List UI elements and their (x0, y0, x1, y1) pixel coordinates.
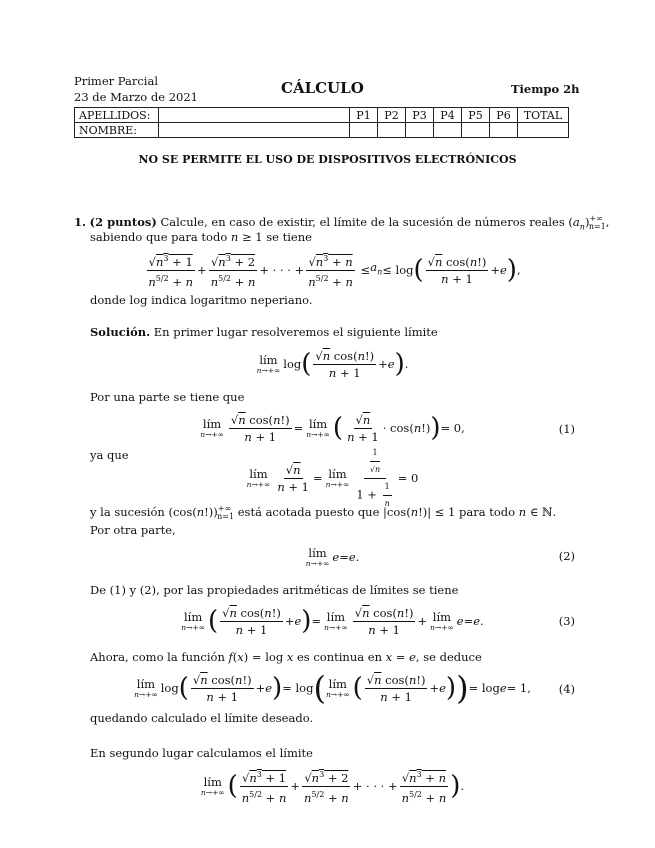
eq-number-1: (1) (558, 422, 575, 436)
solution-intro: Solución. En primer lugar resolveremos el siguiente límite (90, 325, 438, 339)
equation-2: lím n→+∞ e = e . (305, 546, 360, 568)
time-label: Tiempo 2h (511, 82, 580, 96)
grades-table (74, 107, 569, 138)
text-quedando: quedando calculado el límite deseado. (90, 711, 314, 725)
grade-col: P6 (490, 108, 518, 123)
eq-number-2: (2) (558, 549, 575, 563)
grade-col: P5 (462, 108, 490, 123)
exam-label: Primer Parcial (74, 74, 159, 88)
problem-statement-line2: sabiendo que para todo n ≥ 1 se tiene (90, 230, 312, 244)
equation-3: lím n→+∞ ( $\frac{\text{√n cos(n!)}}{n + 1}$ + e ) = lím n→+∞ $\frac{\text{√n cos(n!)}}{n + 1}$ + lím n→+∞ e = e . (181, 605, 484, 637)
text-segundo: En segundo lugar calculamos el límite (90, 746, 313, 760)
log-note: donde log indica logaritmo neperiano. (90, 293, 313, 307)
page-title: CÁLCULO (281, 79, 364, 97)
eq-number-4: (4) (558, 682, 575, 696)
apellidos-label: APELLIDOS: (75, 108, 159, 123)
grade-col: P2 (378, 108, 406, 123)
equation-bounds: $\frac{√n^3 + 1}{n^{5/2} + n}$ + $\frac{√n^3 + 2}{n^{5/2} + n}$ + · · · + $\frac{√n^3 + n}{n^{5/2} + n}$ ≤ $a_n$ ≤ log ( $\frac{\text{√n cos(n!)}}{n + 1}$ + e ) , (148, 253, 521, 289)
grade-col: P1 (350, 108, 378, 123)
problem-number: 1. (74, 214, 87, 229)
solution-label: Solución. (90, 325, 151, 339)
apellidos-field (159, 108, 350, 123)
equation-1: lím n→+∞ $\frac{\text{√n cos(n!)}}{n + 1}$ = lím n→+∞ ( $\frac{√n}{n + 1}$ · cos( n !) ) = 0, (200, 412, 465, 444)
equation-4: lím n→+∞ log ( $\frac{\text{√n cos(n!)}}{n + 1}$ + e ) = log ( lím n→+∞ ( $\frac{\text{√n cos(n!)}}{n + 1}$ + e ) ) = log e = 1, (134, 669, 531, 707)
text-de-1-y-2: De (1) y (2), por las propiedades aritméticas de límites se tiene (90, 583, 459, 597)
warning-text: NO SE PERMITE EL USO DE DISPOSITIVOS ELECTRÓNICOS (138, 153, 517, 166)
grade-col: TOTAL (518, 108, 569, 123)
equation-ya-que: lím n→+∞ $\frac{√n}{n + 1}$ = lím n→+∞ $\frac{1}{√n}$ 1 + $\frac{1}{n}$ = 0 (246, 447, 419, 508)
nombre-field (159, 123, 350, 138)
problem-points: (2 puntos) (89, 214, 157, 229)
text-ahora: Ahora, como la función f(x) = log x es continua en x = e, se deduce (90, 650, 482, 664)
grade-col: P4 (434, 108, 462, 123)
text-sucesion: y la sucesión $(\cos(n!))^{+\infty}_{n=1}$ está acotada puesto que |cos(n!)| ≤ 1 para todo n ∈ ℕ. (90, 504, 557, 522)
text-ya-que: ya que (90, 448, 129, 462)
nombre-label: NOMBRE: (75, 123, 159, 138)
grade-col: P3 (406, 108, 434, 123)
text-por-otra-parte: Por otra parte, (90, 523, 176, 537)
text-por-una-parte: Por una parte se tiene que (90, 390, 245, 404)
problem-statement-line1: 1. (2 puntos) Calcule, en caso de existir, el límite de la sucesión de números reales $(a_n)^{+\infty}_{n=1}$, (74, 214, 610, 232)
equation-second-limit: lím n→+∞ ( $\frac{√n^3 + 1}{n^{5/2} + n}$ + $\frac{√n^3 + 2}{n^{5/2} + n}$ + · · · + $\frac{√n^3 + n}{n^{5/2} + n}$ ) . (200, 769, 465, 805)
eq-number-3: (3) (558, 614, 575, 628)
equation-limit-log: lím n→+∞ log ( $\frac{\text{√n cos(n!)}}{n + 1}$ + e ) . (256, 348, 409, 380)
exam-date: 23 de Marzo de 2021 (74, 90, 198, 104)
